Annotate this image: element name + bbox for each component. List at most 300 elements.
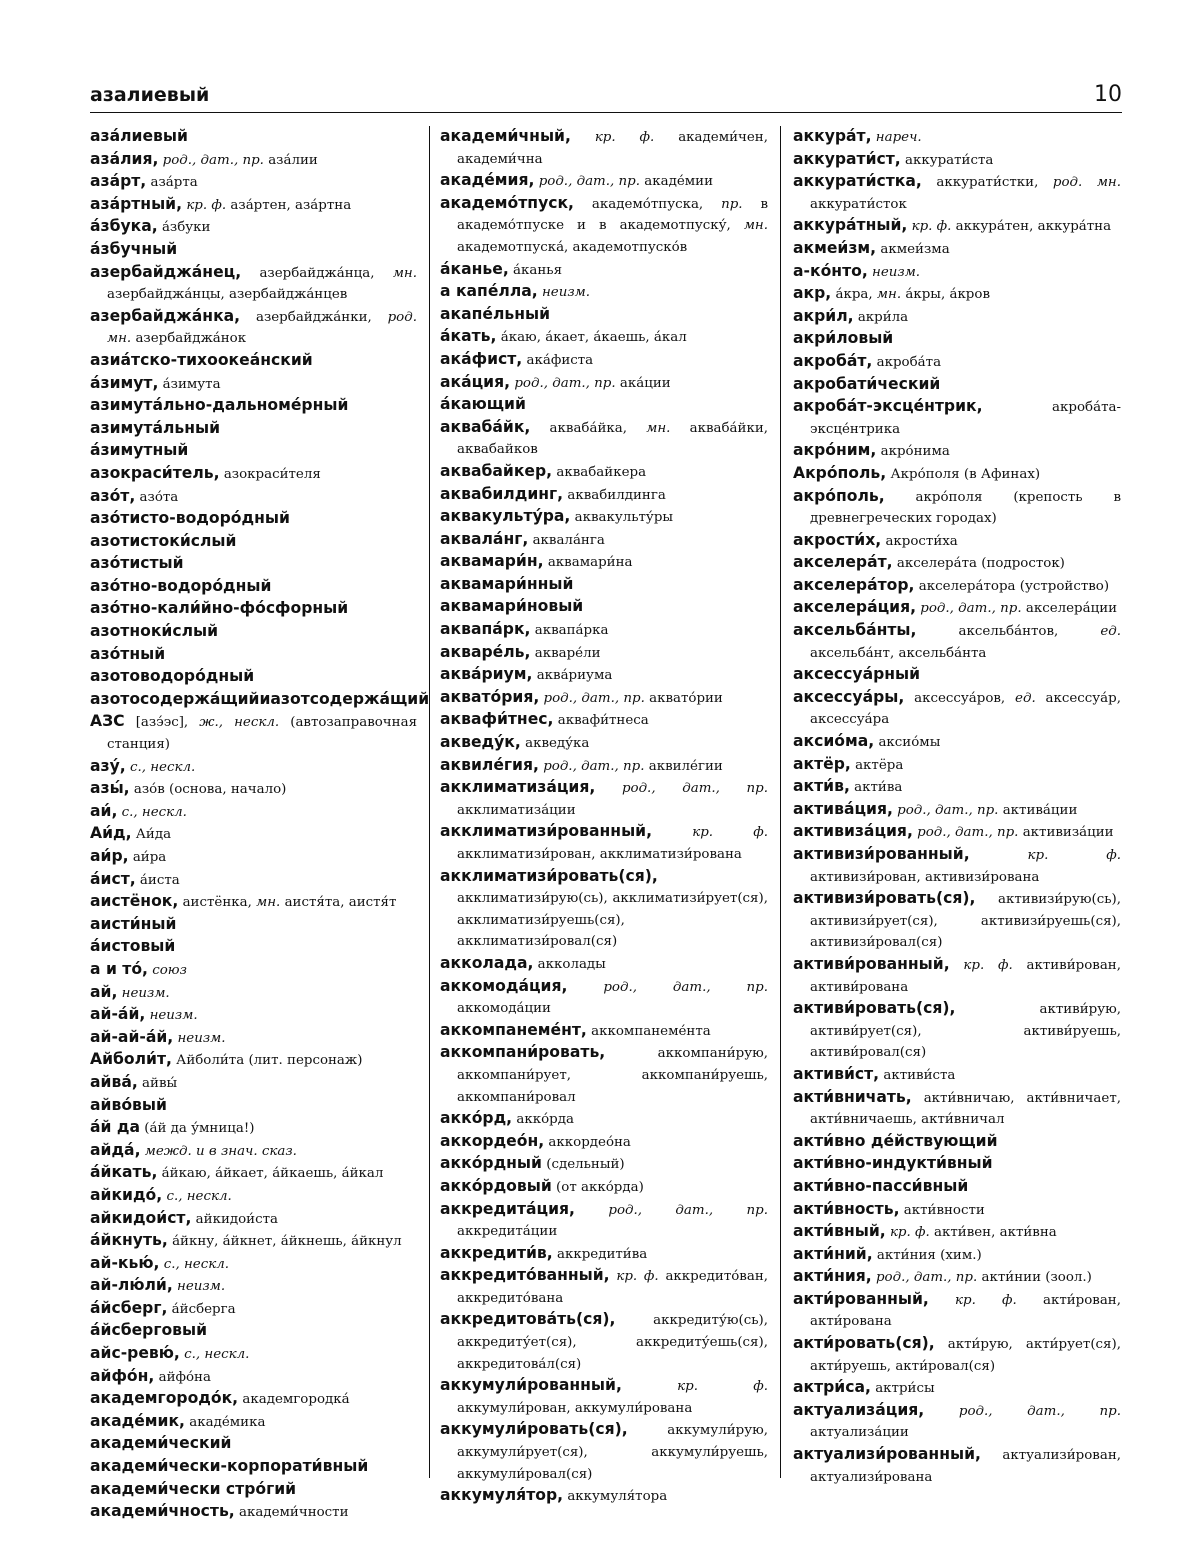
headword: аи́р,: [90, 847, 129, 865]
headword: аккредито́ванный,: [440, 1266, 610, 1285]
headword: акселера́тор,: [793, 575, 915, 594]
headword: акмеи́зм,: [793, 238, 877, 257]
dictionary-entry: [440, 1485, 768, 1508]
grammar-note: союз: [152, 962, 187, 978]
dictionary-entry: [90, 689, 430, 712]
grammar-note: род. мн.: [107, 309, 417, 347]
headword: аквамари́н,: [440, 552, 544, 571]
headword: активи́ст,: [793, 1064, 880, 1083]
headword: аквабайкер,: [440, 461, 553, 480]
grammar-note: кр. ф.: [911, 219, 952, 235]
headword: аксессуа́ры,: [793, 687, 905, 706]
dictionary-entry: [440, 259, 768, 282]
word-forms: аккумули́рую, аккумули́рует(ся), аккумули́руешь, аккумули́ровал(ся): [457, 1423, 768, 1482]
headword: азербайджа́нка,: [90, 306, 241, 325]
word-forms: акти́ния (хим.): [876, 1247, 982, 1263]
headword: акти́вно-пасси́вный: [793, 1176, 969, 1195]
headword: айс-ревю́,: [90, 1344, 180, 1363]
grammar-note: с., нескл.: [129, 759, 196, 775]
grammar-note: род., дат., пр.: [543, 758, 645, 774]
grammar-note: кр. ф.: [1027, 848, 1121, 863]
word-forms: аксессуа́р, аксессуа́ра: [810, 690, 1121, 728]
headword: акри́л,: [793, 306, 854, 325]
word-forms: акти́рую, акти́рует(ся), акти́руешь, акти́ровал(ся): [810, 1337, 1121, 1374]
dictionary-entry: [90, 306, 417, 350]
dictionary-entry: [90, 373, 417, 396]
dictionary-entry: [793, 374, 1121, 397]
dictionary-entry: [90, 395, 417, 418]
grammar-note: ед.: [1015, 690, 1036, 706]
headword: академи́чность,: [90, 1502, 235, 1521]
grammar-note: неизм.: [149, 1008, 198, 1024]
dictionary-entry: [440, 281, 768, 304]
dictionary-entry: [90, 1253, 417, 1276]
headword: азиа́тско-тихоокеа́нский: [90, 350, 313, 369]
dictionary-entry: [793, 998, 1121, 1064]
dictionary-entry: [793, 261, 1121, 284]
dictionary-entry: [793, 575, 1121, 598]
dictionary-entry: [90, 1433, 417, 1456]
grammar-note: с., нескл.: [121, 804, 187, 820]
headword: айфо́н,: [90, 1366, 155, 1385]
dictionary-entry: [90, 1162, 417, 1185]
dictionary-entry: [90, 666, 417, 689]
headword: айва́,: [90, 1072, 138, 1091]
headword: акроба́т,: [793, 351, 873, 370]
word-forms: акти́ва: [854, 780, 903, 796]
headword: актёр,: [793, 754, 851, 773]
word-forms: акселера́ции: [1025, 601, 1118, 617]
dictionary-entry: [440, 529, 768, 552]
dictionary-entry: [90, 216, 417, 239]
word-forms: аистя́та, аистя́т: [284, 895, 397, 911]
dictionary-entry: [90, 553, 417, 576]
headword: аккомпани́ровать,: [440, 1043, 606, 1062]
word-forms: азербайджа́нки,: [255, 309, 372, 325]
dictionary-entry: [793, 351, 1121, 374]
grammar-note: кр. ф.: [955, 1292, 1017, 1308]
word-forms: а́иста: [139, 872, 180, 888]
dictionary-entry: [440, 417, 768, 461]
headword: акти́вно-индукти́вный: [793, 1154, 993, 1173]
headword: акселера́ция,: [793, 598, 917, 617]
word-forms: аккредито́ван, аккредито́вана: [457, 1269, 769, 1306]
grammar-note: неизм.: [177, 1279, 226, 1295]
dictionary-entry: [90, 126, 417, 149]
headword: акри́ловый: [793, 329, 894, 348]
headword: азотоводоро́дный: [90, 667, 255, 686]
dictionary-entry: [90, 1343, 417, 1366]
grammar-note: род., дат., пр.: [514, 375, 616, 391]
headword: акваре́ль,: [440, 642, 531, 661]
dictionary-entry: [90, 756, 417, 779]
headword: акклиматизи́ровать(ся),: [440, 866, 658, 885]
headword: аквабилдинг,: [440, 484, 564, 503]
headword: акко́рд,: [440, 1109, 513, 1128]
headword: а́збука,: [90, 217, 158, 236]
dictionary-entry: [440, 126, 768, 170]
grammar-note: межд. и в знач. сказ.: [144, 1143, 297, 1159]
headword: акробати́ческий: [793, 374, 941, 393]
headword: акти́ния,: [793, 1267, 872, 1286]
dictionary-entry: [793, 844, 1121, 888]
dictionary-entry: [440, 349, 768, 372]
dictionary-entry: [90, 171, 417, 194]
grammar-note: род. мн.: [1052, 175, 1122, 191]
grammar-note: кр. ф.: [889, 1225, 930, 1241]
grammar-note: род., дат., пр.: [608, 1202, 768, 1218]
word-forms: акваба́йки, аквабайков: [457, 420, 769, 458]
dictionary-entry: [793, 396, 1121, 440]
dictionary-column-3: [793, 126, 1122, 1485]
word-forms: акваба́йка,: [549, 420, 628, 436]
dictionary-entry: [793, 149, 1121, 172]
dictionary-entry: [440, 687, 768, 710]
dictionary-entry: [440, 461, 768, 484]
word-forms: аквиле́гии: [648, 758, 723, 774]
dictionary-column-2: [440, 126, 769, 1505]
word-forms: акклиматиза́ции: [457, 802, 576, 818]
headword: а́истовый: [90, 937, 176, 956]
dictionary-entry: [793, 440, 1121, 463]
grammar-note: род., дат., пр.: [538, 174, 640, 190]
dictionary-entry: [90, 1320, 417, 1343]
headword: аккура́т,: [793, 127, 872, 145]
word-forms: а́кра,: [835, 287, 873, 303]
headword: академи́чески стро́гий: [90, 1479, 297, 1498]
grammar-note: род., дат., пр.: [603, 979, 769, 995]
word-forms: акселера́тора (устройство): [918, 578, 1110, 594]
dictionary-entry: [90, 463, 417, 486]
headword: аккредита́ция,: [440, 1199, 575, 1218]
word-forms: аккурати́ста: [904, 152, 994, 168]
dictionary-entry: [793, 1400, 1121, 1444]
dictionary-entry: [440, 1042, 768, 1108]
dictionary-entry: [793, 1221, 1121, 1244]
headword: академи́ческий: [90, 1434, 232, 1453]
word-forms: академгородка́: [242, 1392, 350, 1408]
dictionary-entry: [90, 239, 417, 262]
dictionary-entry: [90, 1049, 417, 1072]
headword: актуализи́рованный,: [793, 1445, 981, 1464]
word-forms: академи́чности: [239, 1505, 349, 1521]
dictionary-entry: [440, 755, 768, 778]
word-forms: акти́нии (зоол.): [981, 1270, 1092, 1286]
dictionary-entry: [90, 440, 417, 463]
word-forms: а́йкаю, а́йкает, а́йкаешь, а́йкал: [161, 1166, 384, 1182]
word-forms: айвы́: [142, 1075, 178, 1091]
dictionary-entry: [440, 976, 768, 1020]
word-forms: акко́рда: [516, 1112, 574, 1128]
dictionary-entry: [440, 551, 768, 574]
dictionary-entry: [793, 597, 1121, 620]
grammar-note: кр. ф.: [692, 825, 768, 841]
dictionary-entry: [793, 1064, 1121, 1087]
headword: а́йкнуть,: [90, 1231, 168, 1250]
headword: а́йкать,: [90, 1163, 158, 1182]
dictionary-entry: [793, 486, 1121, 530]
headword: аккумуля́тор,: [440, 1486, 564, 1505]
dictionary-entry: [793, 664, 1121, 687]
word-forms: аза́рта: [150, 175, 198, 191]
dictionary-entry: [90, 1208, 417, 1231]
word-forms: активиза́ции: [1022, 825, 1114, 841]
dictionary-entry: [90, 644, 417, 667]
grammar-note: род., дат., пр.: [543, 690, 645, 706]
word-forms: акмеи́зма: [880, 241, 950, 257]
word-forms: аккомпани́рую, аккомпани́рует, аккомпани́руешь, аккомпани́ровал: [457, 1046, 768, 1105]
word-forms: аккурати́стки,: [936, 175, 1039, 191]
grammar-note: неизм.: [121, 985, 170, 1001]
dictionary-entry: [440, 1176, 768, 1199]
dictionary-entry: [793, 620, 1121, 664]
headword: ай-ай-а́й,: [90, 1027, 174, 1046]
dictionary-entry: [793, 1333, 1121, 1377]
word-forms: акти́рован, акти́рована: [810, 1292, 1121, 1330]
column-divider: [429, 126, 430, 1478]
dictionary-entry: [440, 866, 768, 953]
dictionary-entry: [90, 959, 417, 982]
word-forms: аквапа́рка: [534, 623, 609, 639]
headword: аккомода́ция,: [440, 976, 568, 995]
word-forms: акклиматизи́рую(сь), акклиматизи́рует(ся), акклиматизи́руешь(ся), акклиматизи́ровал(ся): [457, 891, 768, 950]
dictionary-entry: [440, 664, 768, 687]
headword: а́канье,: [440, 259, 509, 278]
headword: азо́т,: [90, 486, 136, 505]
word-forms: актуализи́рован, актуализи́рована: [810, 1448, 1121, 1485]
word-forms: а́йсберга: [171, 1301, 236, 1317]
word-forms: аквакульту́ры: [574, 510, 674, 526]
headword: ака́фист,: [440, 349, 523, 368]
word-forms: актёра: [855, 757, 904, 773]
headword: азо́тистый: [90, 554, 184, 573]
dictionary-entry: [793, 888, 1121, 954]
word-forms: акко́рда): [581, 1179, 644, 1195]
dictionary-entry: [440, 1375, 768, 1419]
headword: аквакульту́ра,: [440, 507, 571, 526]
word-forms: аксессуа́ров,: [914, 690, 1006, 706]
headword: ай-а́й,: [90, 1005, 146, 1024]
dictionary-entry: [793, 1444, 1121, 1488]
word-forms: аква́риума: [536, 668, 613, 684]
headword: азо́тисто-водоро́дный: [90, 509, 290, 528]
word-forms: аккредиту́ю(сь), аккредиту́ет(ся), аккредиту́ешь(ся), аккредитова́л(ся): [457, 1313, 768, 1372]
dictionary-entry: [440, 821, 768, 865]
headword: айво́вый: [90, 1095, 167, 1114]
dictionary-entry: [440, 1153, 768, 1176]
dictionary-entry: [440, 1265, 768, 1309]
dictionary-entry: [440, 596, 768, 619]
headword: аккредити́в,: [440, 1243, 553, 1262]
grammar-note: с., нескл.: [184, 1347, 250, 1363]
headword: акти́в,: [793, 777, 850, 796]
dictionary-entry: [440, 394, 768, 417]
headword: азу́,: [90, 756, 126, 775]
word-forms: акро́поля (крепость в древнегреческих городах): [810, 489, 1121, 527]
grammar-note: ж., нескл.: [199, 715, 280, 731]
headword: аккордео́н,: [440, 1131, 545, 1150]
word-forms: (от: [556, 1179, 577, 1195]
headword: активи́ровать(ся),: [793, 999, 956, 1018]
word-forms: актуализа́ции: [810, 1425, 909, 1441]
grammar-note: род., дат., пр.: [958, 1403, 1121, 1419]
dictionary-entry: [440, 1199, 768, 1243]
word-forms: аккомода́ции: [457, 1001, 551, 1017]
word-forms: [азэ́эс],: [135, 715, 189, 731]
dictionary-entry: [90, 621, 417, 644]
word-forms: акаде́мии: [644, 174, 714, 190]
dictionary-entry: [90, 598, 417, 621]
dictionary-entry: [793, 687, 1121, 731]
grammar-note: род., дат., пр.: [920, 601, 1022, 617]
dictionary-entry: [440, 1020, 768, 1043]
headword: а́й да: [90, 1118, 140, 1137]
dictionary-entry: [440, 732, 768, 755]
grammar-note: нареч.: [875, 130, 922, 145]
dictionary-entry: [90, 1117, 417, 1140]
dictionary-entry: [793, 1377, 1121, 1400]
headword: акклиматизи́рованный,: [440, 822, 653, 841]
word-forms: аксельба́нтов,: [958, 624, 1059, 640]
word-forms: акти́вности: [903, 1202, 985, 1218]
dictionary-entry: [90, 914, 417, 937]
word-forms: аккомпанеме́нта: [591, 1023, 711, 1039]
word-forms: активизи́рован, активизи́рована: [810, 869, 1040, 885]
headword: акр,: [793, 284, 832, 303]
word-forms: азо́в (основа, начало): [133, 782, 287, 798]
dictionary-entry: [90, 982, 417, 1005]
word-forms: аквато́рии: [649, 690, 723, 706]
headword: аквато́рия,: [440, 687, 540, 706]
grammar-note: род., дат., пр.: [917, 825, 1019, 841]
dictionary-entry: [440, 372, 768, 395]
headword: азо́тно-кали́йно-фо́сфорный: [90, 599, 349, 618]
dictionary-entry: [793, 1153, 1121, 1176]
dictionary-entry: [793, 283, 1121, 306]
headword: аксио́ма,: [793, 732, 875, 751]
dictionary-entry: [440, 170, 768, 193]
grammar-note: род., дат., пр.: [162, 152, 264, 168]
headword: азербайджа́нец,: [90, 262, 242, 281]
headword: Айболи́т,: [90, 1050, 172, 1069]
word-forms: аксельба́нт, аксельба́нта: [810, 645, 987, 661]
headword: а́йсберговый: [90, 1321, 208, 1340]
dictionary-entry: [90, 576, 417, 599]
grammar-note: кр. ф.: [963, 957, 1013, 973]
dictionary-entry: [90, 823, 417, 846]
headword: ай,: [90, 982, 118, 1001]
word-forms: (а́й да у́мница!): [144, 1121, 255, 1137]
headword: аксельба́нты,: [793, 621, 917, 640]
grammar-note: род., дат., пр.: [621, 781, 768, 797]
dictionary-entry: [440, 953, 768, 976]
word-forms: Айболи́та (лит. персонаж): [176, 1053, 363, 1069]
headword: Аи́д,: [90, 824, 132, 843]
dictionary-entry: [440, 193, 768, 259]
word-forms: аза́лии: [268, 152, 318, 168]
grammar-note: мн.: [392, 265, 417, 281]
dictionary-entry: [90, 1366, 417, 1389]
word-forms: академо́тпуска,: [591, 196, 704, 212]
word-forms: акаде́мика: [189, 1414, 266, 1430]
dictionary-entry: [90, 508, 417, 531]
word-forms: а́збуки: [161, 220, 211, 236]
running-header: [90, 84, 1122, 113]
column-divider: [780, 126, 781, 1478]
word-forms: аккредити́ва: [556, 1246, 648, 1262]
grammar-note: род., дат., пр.: [875, 1270, 978, 1286]
dictionary-entry: [90, 1004, 417, 1027]
dictionary-entry: [90, 778, 417, 801]
headword: акро́ним,: [793, 441, 877, 460]
word-forms: аккумули́рован, аккумули́рована: [457, 1400, 693, 1416]
headword: акти́вно де́йствующий: [793, 1131, 998, 1150]
word-forms: активи́рую, активи́рует(ся), активи́руешь, активи́ровал(ся): [810, 1002, 1121, 1061]
headword: аи́,: [90, 801, 118, 820]
word-forms: в академо́тпуске и в академотпуску́,: [457, 196, 768, 234]
dictionary-entry: [90, 711, 417, 755]
headword: а́збучный: [90, 239, 178, 258]
dictionary-entry: [90, 350, 417, 373]
headword: акти́ний,: [793, 1244, 873, 1263]
dictionary-entry: [90, 1298, 417, 1321]
headword: аккредитова́ть(ся),: [440, 1310, 616, 1329]
headword: ай-кью́,: [90, 1253, 160, 1272]
dictionary-entry: [793, 1087, 1121, 1131]
word-forms: а́каю, а́кает, а́каешь, а́кал: [500, 330, 687, 346]
dictionary-entry: [793, 238, 1121, 261]
dictionary-entry: [90, 262, 417, 306]
word-forms: активизи́рую(сь), активизи́рует(ся), активизи́руешь(ся), активизи́ровал(ся): [810, 892, 1121, 951]
word-forms: айкидои́ста: [195, 1211, 278, 1227]
word-forms: а́кры, а́кров: [905, 287, 990, 303]
dictionary-entry: [440, 709, 768, 732]
word-forms: академотпуска́, академотпуско́в: [457, 239, 688, 255]
dictionary-entry: [90, 1275, 417, 1298]
dictionary-entry: [793, 754, 1121, 777]
dictionary-entry: [90, 1411, 417, 1434]
word-forms: акти́вничаю, акти́вничает, акти́вничаешь, акти́вничал: [810, 1090, 1121, 1128]
dictionary-entry: [90, 1388, 417, 1411]
dictionary-entry: [793, 821, 1121, 844]
headword: аза́лиевый: [90, 127, 188, 145]
dictionary-entry: [793, 1199, 1121, 1222]
dictionary-entry: [90, 1072, 417, 1095]
dictionary-entry: [440, 642, 768, 665]
header-word: азалиевый: [90, 84, 210, 106]
headword: АЗС: [90, 712, 125, 731]
word-forms: айфо́на: [158, 1369, 211, 1385]
dictionary-entry: [793, 1131, 1121, 1154]
headword: академо́тпуск,: [440, 193, 574, 212]
headword: аккомпанеме́нт,: [440, 1020, 587, 1039]
headword: акаде́мия,: [440, 171, 535, 190]
dictionary-entry: [793, 731, 1121, 754]
headword: академи́чески-корпорати́вный: [90, 1457, 369, 1476]
headword: акведу́к,: [440, 733, 521, 752]
word-forms: акколады: [537, 956, 606, 972]
dictionary-entry: [793, 776, 1121, 799]
headword: акко́рдный: [440, 1154, 542, 1173]
word-forms: (сдельный): [546, 1157, 625, 1173]
word-forms: азербайджа́нца,: [259, 265, 375, 281]
page-number: 10: [1094, 82, 1122, 107]
headword: а́кающий: [440, 395, 526, 414]
dictionary-entry: [440, 1131, 768, 1154]
word-forms: а́йкну, а́йкнет, а́йкнешь, а́йкнул: [172, 1234, 402, 1250]
dictionary-entry: [793, 1244, 1121, 1267]
headword: аквамари́новый: [440, 597, 584, 616]
